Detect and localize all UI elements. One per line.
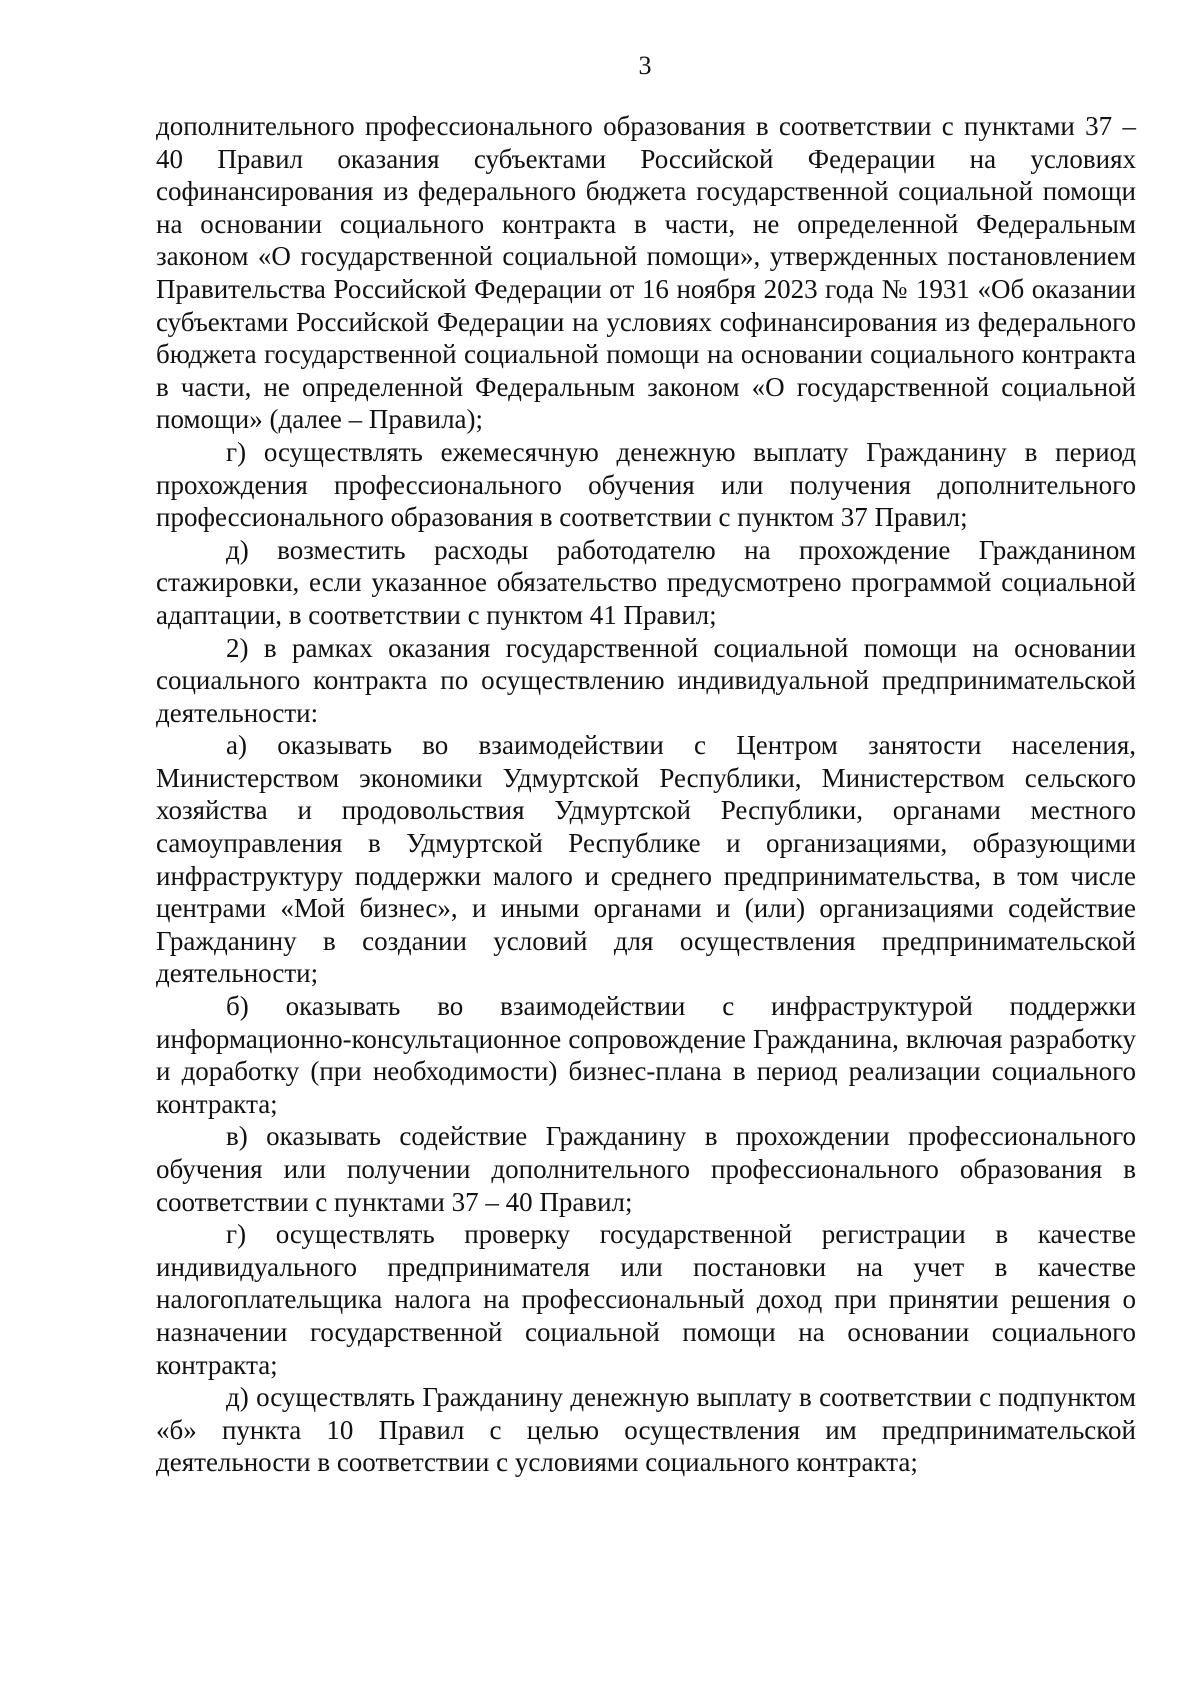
paragraph-item-v: в) оказывать содействие Гражданину в прохождении профессионального обучения или получении дополнительного профессионального образования в соответствии с пунктами 37 – 40 Правил; [156,1121,1136,1217]
paragraph-item-a: а) оказывать во взаимодействии с Центром занятости населения, Министерством экономики Удмуртской Республики, Министерством сельского хозяйства и продовольствия Удмуртской Республики, органами местного самоуправления в Удмуртской Республике и организациями, образующими инфраструктуру поддержки малого и среднего предпринимательства, в том числе центрами «Мой бизнес», и иными органами и (или) организациями содействие Гражданину в создании условий для осуществления предпринимательской деятельности; [156,730,1136,989]
paragraph-continuation: дополнительного профессионального образования в соответствии с пунктами 37 – 40 Правил оказания субъектами Российской Федерации на условиях софинансирования из федерального бюджета государственной социальной помощи на основании социального контракта в части, не определенной Федеральным законом «О государственной социальной помощи», утвержденных постановлением Правительства Российской Федерации от 16 ноября 2023 года № 1931 «Об оказании субъектами Российской Федерации на условиях софинансирования из федерального бюджета государственной социальной помощи на основании социального контракта в части, не определенной Федеральным законом «О государственной социальной помощи» (далее – Правила); [156,111,1136,435]
paragraph-section-2: 2) в рамках оказания государственной социальной помощи на основании социального контракта по осуществлению индивидуальной предпринимательской деятельности: [156,632,1136,728]
page-number: 3 [638,51,652,80]
paragraph-item-d-1: д) возместить расходы работодателю на прохождение Гражданином стажировки, если указанное обязательство предусмотрено программой социальной адаптации, в соответствии с пунктом 41 Правил; [156,534,1136,630]
paragraph-item-d-2: д) осуществлять Гражданину денежную выплату в соответствии с подпунктом «б» пункта 10 Правил с целью осуществления им предпринимательской деятельности в соответствии с условиями социального контракта; [156,1382,1136,1478]
paragraph-item-g-2: г) осуществлять проверку государственной регистрации в качестве индивидуального предпринимателя или постановки на учет в качестве налогоплательщика налога на профессиональный доход при принятии решения о назначении государственной социальной помощи на основании социального контракта; [156,1219,1136,1380]
document-body [156,110,1136,1479]
paragraph-item-b: б) оказывать во взаимодействии с инфраструктурой поддержки информационно-консультационное сопровождение Гражданина, включая разработку и доработку (при необходимости) бизнес-плана в период реализации социального контракта; [156,991,1136,1119]
paragraph-item-g-1: г) осуществлять ежемесячную денежную выплату Гражданину в период прохождения профессионального обучения или получения дополнительного профессионального образования в соответствии с пунктом 37 Правил; [156,436,1136,533]
